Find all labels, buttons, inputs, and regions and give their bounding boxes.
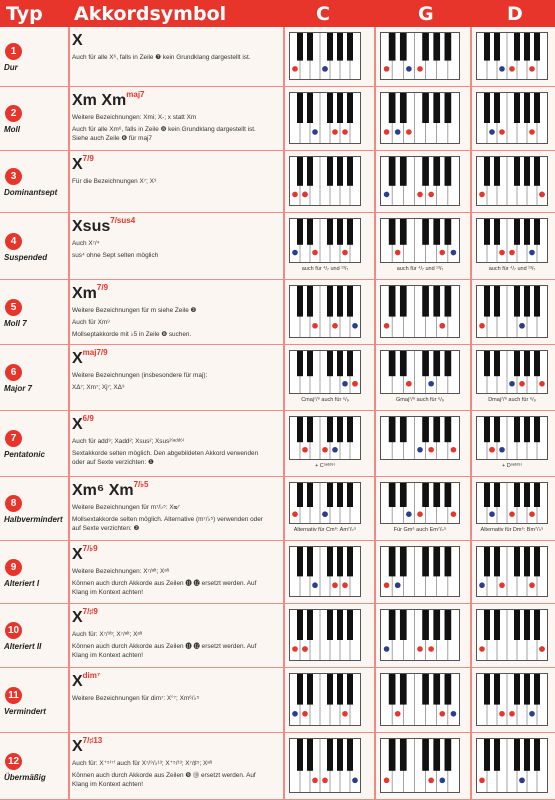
chord-row xyxy=(0,213,555,280)
chord-symbol xyxy=(72,32,83,50)
keyboard-caption-g: Für Gm⁶ auch Em⁷/♭⁵ xyxy=(393,527,447,533)
description-line: Mollsextakkorde selten möglich. Alternative (m⁷/♭⁵) verwenden oder auf Sexte verzichten: ❷ xyxy=(72,516,263,532)
keyboard-diagram-g xyxy=(380,609,460,661)
chord-symbol-extension: maj7 xyxy=(126,90,145,99)
description-line: Sextakkorde selten möglich. Den abgebildeten Akkord verwenden oder auf Sexte verzichten: ❶ xyxy=(72,450,259,466)
keyboard-diagram-d xyxy=(476,156,548,206)
chord-type-name: Übermäßig xyxy=(4,772,46,782)
description-line: Auch X⁷/⁴ xyxy=(72,240,100,247)
keyboard-caption-d: Alternativ für Dm⁶: Bm⁷/♭⁵ xyxy=(480,527,544,533)
chord-symbol xyxy=(72,92,144,110)
keyboard-diagram-c xyxy=(289,285,361,338)
description-line: Auch für: X⁺⁵⁽⁷⁾ auch für X⁷/⁹/♭¹³; X⁺⁵/¹³; X⁷/♯⁵; Xᵃˡᵗ xyxy=(72,760,213,767)
keyboard-diagram-g xyxy=(380,156,460,206)
chord-symbol-base: Xm Xm xyxy=(72,92,127,109)
keyboard-diagram-c xyxy=(289,546,361,597)
description-line: Mollseptakkorde mit ♭5 in Zeile ❽ suchen. xyxy=(72,331,192,338)
keyboard-diagram-g xyxy=(380,350,460,394)
chord-symbol-base: Xm⁶ Xm xyxy=(72,482,134,499)
chord-type-name: Halbvermindert xyxy=(4,515,63,524)
chord-type-name: Major 7 xyxy=(4,384,33,393)
chord-symbol-extension: 7/♭5 xyxy=(133,480,149,489)
row-number-badge: 2 xyxy=(5,105,22,122)
keyboard-diagram-d xyxy=(476,32,548,80)
chord-symbol-extension: 7/♯9 xyxy=(82,607,98,616)
chord-description xyxy=(72,177,272,189)
chord-description xyxy=(72,567,272,600)
row-number-badge: 5 xyxy=(5,299,22,316)
column-divider xyxy=(68,27,70,800)
header-c: C xyxy=(316,3,330,25)
row-number-badge: 8 xyxy=(5,495,22,512)
header-g: G xyxy=(418,3,434,25)
row-number-badge: 7 xyxy=(5,430,22,447)
keyboard-caption-d: auch für ⁴/₇ und ¹³/₇ xyxy=(488,266,536,272)
description-line: XΔ⁷; Xm⁷; Xj⁷; XΔ⁹ xyxy=(72,384,125,391)
header-d: D xyxy=(507,3,523,25)
chord-type-name: Alteriert I xyxy=(4,578,40,588)
chord-type-name: Vermindert xyxy=(4,706,46,716)
chord-row xyxy=(0,477,555,541)
keyboard-caption-d: Dmaj⁷/⁹ auch für ⁶/₉ xyxy=(488,397,536,403)
chord-symbol-extension: 7/9 xyxy=(96,283,109,292)
description-line: Auch für alle X⁶, falls in Zeile ❼ kein Grundklang dargestellt ist. xyxy=(72,54,251,61)
chord-symbol-extension: 7/♯13 xyxy=(82,736,103,745)
description-line: Können auch durch Akkorde aus Zeilen ⓫ ⓬ ersetzt werden. Auf Klang im Kontext achten! xyxy=(72,643,257,659)
keyboard-diagram-d xyxy=(476,416,548,460)
chord-symbol xyxy=(72,738,102,756)
header-bar xyxy=(0,0,555,27)
keyboard-diagram-g xyxy=(380,218,460,263)
chord-type-name: Moll 7 xyxy=(4,318,27,328)
keyboard-diagram-d xyxy=(476,482,548,524)
description-line: Können auch durch Akkorde aus Zeilen ⓫ ⓬ ersetzt werden. Auf Klang im Kontext achten! xyxy=(72,580,257,596)
keyboard-diagram-d xyxy=(476,546,548,597)
keyboard-diagram-d xyxy=(476,350,548,394)
chord-type-name: Moll xyxy=(4,125,20,134)
chord-symbol-base: Xm xyxy=(72,285,97,302)
chord-symbol-base: X xyxy=(72,156,83,173)
chord-symbol xyxy=(72,285,108,303)
keyboard-diagram-c xyxy=(289,350,361,394)
chord-type-name: Dur xyxy=(4,63,18,72)
description-line: Für die Bezeichnungen X⁷; X⁹ xyxy=(72,178,157,185)
description-line: Weitere Bezeichnungen für m siehe Zeile ❷ xyxy=(72,307,197,314)
keyboard-diagram-c xyxy=(289,416,361,460)
keyboard-caption-c: Alternativ für Cm⁶: Am⁷/♭⁵ xyxy=(293,527,357,533)
keyboard-diagram-d xyxy=(476,92,548,144)
keyboard-diagram-c xyxy=(289,609,361,661)
chord-row xyxy=(0,733,555,800)
chord-symbol xyxy=(72,218,135,236)
chord-row xyxy=(0,280,555,345)
chord-symbol-base: Xsus xyxy=(72,218,111,235)
header-typ: Typ xyxy=(6,3,43,25)
row-number-badge: 9 xyxy=(5,559,22,576)
chord-description xyxy=(72,53,272,65)
chord-symbol xyxy=(72,546,98,564)
chord-row xyxy=(0,27,555,87)
chord-description xyxy=(72,437,272,470)
chord-description xyxy=(72,371,272,395)
description-line: Auch für add⁹; Xadd²; Xsus²; Xsus²⁽ᵃᵈᵈ⁶⁾ xyxy=(72,438,185,445)
description-line: Weitere Bezeichnungen: X⁷/ᵃˡᵗ; Xᵃˡᵗ xyxy=(72,568,170,575)
chord-symbol-base: X xyxy=(72,546,83,563)
keyboard-diagram-c xyxy=(289,32,361,80)
keyboard-diagram-d xyxy=(476,738,548,793)
chord-row xyxy=(0,345,555,411)
chord-description xyxy=(72,113,272,146)
chord-symbol-base: X xyxy=(72,350,83,367)
chord-symbol-base: X xyxy=(72,416,83,433)
chord-description xyxy=(72,306,272,342)
keyboard-diagram-g xyxy=(380,92,460,144)
keyboard-diagram-g xyxy=(380,546,460,597)
chord-symbol-base: X xyxy=(72,673,83,690)
keyboard-diagram-g xyxy=(380,738,460,793)
chord-symbol xyxy=(72,416,94,434)
row-number-badge: 1 xyxy=(5,43,22,60)
description-line: Weitere Bezeichnungen für dim⁷: X°⁷; Xm⁶/♭⁵ xyxy=(72,695,200,702)
keyboard-diagram-d xyxy=(476,609,548,661)
chord-symbol-extension: dim⁷ xyxy=(82,671,101,680)
chord-description xyxy=(72,694,272,706)
chord-symbol-extension: 7/♭9 xyxy=(82,544,98,553)
description-line: Weitere Bezeichnungen: Xmi; X-; x statt Xm xyxy=(72,114,197,121)
keyboard-caption-c: Cmaj⁷/⁹ auch für ⁶/₉ xyxy=(301,397,349,403)
keyboard-caption-c: + C⁽ᵃᵈᵈ⁹⁾ xyxy=(315,463,335,469)
chord-row xyxy=(0,151,555,213)
chord-type-name: Suspended xyxy=(4,252,48,262)
chord-type-name: Dominantsept xyxy=(4,188,58,197)
chord-description xyxy=(72,759,272,792)
keyboard-diagram-c xyxy=(289,218,361,263)
description-line: sus⁴ ohne Sept selten möglich xyxy=(72,252,159,259)
keyboard-diagram-d xyxy=(476,673,548,726)
chord-type-name: Pentatonic xyxy=(4,450,45,459)
column-divider xyxy=(374,27,376,800)
keyboard-diagram-g xyxy=(380,285,460,338)
chord-description xyxy=(72,630,272,663)
keyboard-diagram-c xyxy=(289,738,361,793)
row-number-badge: 4 xyxy=(5,233,22,250)
description-line: Können auch durch Akkorde aus Zeilen ❾ ⓾ ersetzt werden. Auf Klang im Kontext achten! xyxy=(72,772,256,788)
row-number-badge: 10 xyxy=(5,622,22,639)
chord-row xyxy=(0,604,555,668)
chord-symbol-base: X xyxy=(72,609,83,626)
chord-symbol-extension: maj7/9 xyxy=(82,348,108,357)
chord-row xyxy=(0,668,555,733)
description-line: Auch für: X⁷/⁹ᵇ; X⁷/ᵃˡᵗ; Xᵃˡᵗ xyxy=(72,631,143,638)
chord-symbol-base: X xyxy=(72,32,83,49)
row-number-badge: 12 xyxy=(5,753,22,770)
column-divider xyxy=(283,27,285,800)
header-symbol: Akkordsymbol xyxy=(74,3,227,25)
keyboard-diagram-d xyxy=(476,218,548,263)
keyboard-diagram-d xyxy=(476,285,548,338)
chord-symbol xyxy=(72,673,100,691)
chord-symbol xyxy=(72,156,94,174)
keyboard-diagram-g xyxy=(380,32,460,80)
chord-symbol-extension: 7/sus4 xyxy=(110,216,136,225)
description-line: Auch für alle Xm⁶, falls in Zeile ❽ kein Grundklang dargestellt ist. Siehe auch Zeile ❻ für maj7 xyxy=(72,126,256,142)
chord-row xyxy=(0,541,555,604)
chord-row xyxy=(0,87,555,151)
chord-row xyxy=(0,411,555,477)
keyboard-diagram-g xyxy=(380,673,460,726)
keyboard-caption-c: auch für ⁴/₇ und ¹³/₇ xyxy=(301,266,349,272)
description-line: Weitere Bezeichnungen (insbesondere für maj): xyxy=(72,372,208,379)
chord-symbol xyxy=(72,609,98,627)
keyboard-diagram-c xyxy=(289,92,361,144)
keyboard-diagram-g xyxy=(380,482,460,524)
chord-symbol xyxy=(72,350,108,368)
description-line: Weitere Bezeichnungen für m⁷/♭⁵: Xᴓ⁷ xyxy=(72,504,180,511)
keyboard-caption-d: + D⁽ᵃᵈᵈ⁹⁾ xyxy=(502,463,522,469)
chord-description xyxy=(72,239,272,263)
keyboard-diagram-g xyxy=(380,416,460,460)
row-number-badge: 11 xyxy=(5,687,22,704)
row-number-badge: 6 xyxy=(5,364,22,381)
keyboard-caption-g: Gmaj⁷/⁹ auch für ⁶/₉ xyxy=(396,397,444,403)
row-number-badge: 3 xyxy=(5,168,22,185)
chord-type-name: Alteriert II xyxy=(4,642,42,651)
keyboard-diagram-c xyxy=(289,156,361,206)
keyboard-diagram-c xyxy=(289,673,361,726)
chord-symbol-base: X xyxy=(72,738,83,755)
chord-symbol-extension: 7/9 xyxy=(82,154,94,163)
chord-symbol xyxy=(72,482,149,500)
column-divider xyxy=(470,27,472,800)
description-line: Auch für Xm⁹ xyxy=(72,319,110,326)
chord-symbol-extension: 6/9 xyxy=(82,414,94,423)
chord-description xyxy=(72,503,272,536)
keyboard-caption-g: auch für ⁴/₇ und ¹³/₇ xyxy=(396,266,444,272)
keyboard-diagram-c xyxy=(289,482,361,524)
